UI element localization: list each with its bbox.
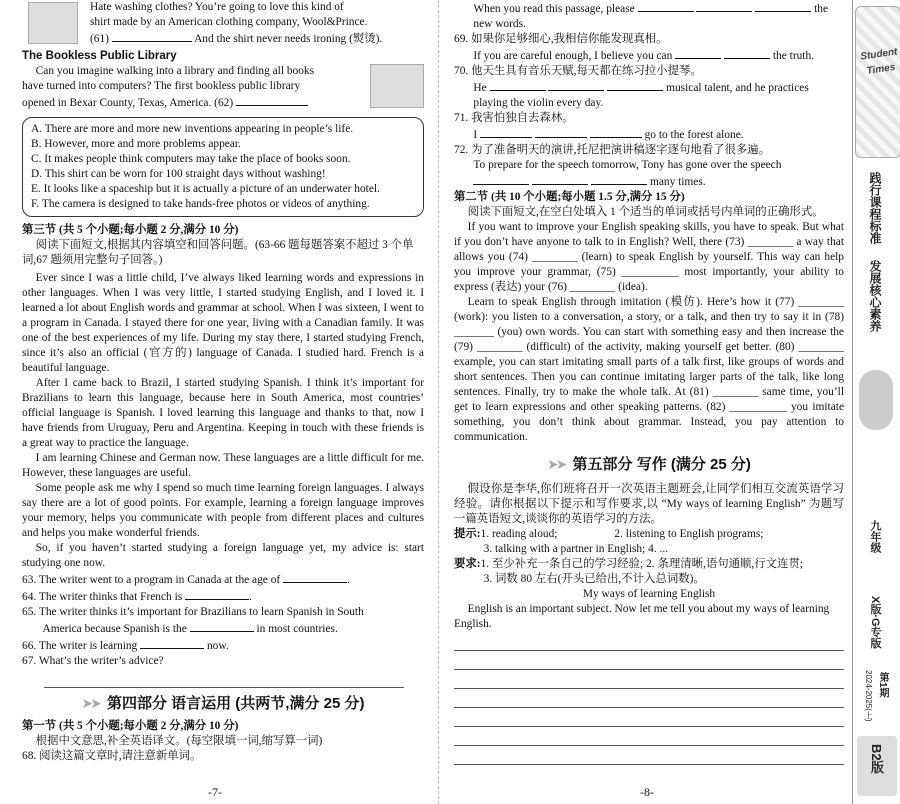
option: E. It looks like a spaceship but it is actually a picture of an underwater hotel. — [31, 183, 380, 195]
answer-blank[interactable] — [532, 173, 588, 185]
answer-blank[interactable] — [675, 47, 721, 59]
chevron-icon: ➤➤ — [547, 456, 565, 472]
sidebar — [852, 0, 900, 804]
edition-label: X版·G专版 — [869, 596, 881, 649]
question: 68. 阅读这篇文章时,请注意新单词。 — [22, 750, 202, 762]
answer-blank[interactable] — [535, 126, 587, 138]
answer-blank[interactable] — [590, 126, 642, 138]
answer-line[interactable] — [44, 669, 404, 688]
option: A. There are more and more new inventions appearing in people’s life. — [31, 123, 354, 135]
text: Can you imagine walking into a library and finding all books — [35, 65, 315, 77]
slogan: 践行课程标准 — [868, 172, 882, 244]
answer-blank[interactable] — [480, 126, 532, 138]
chevron-icon: ➤➤ — [81, 695, 99, 711]
cloze-paragraph: Learn to speak English through imitation (模仿). Here’s how it (77) ________ (work): you listen to a conversation, a story, or a talk, and then try to say it in (78) _______ (you) own words. You can start with something easy and then increase the (79) ________ (difficult) of the activity, making yourself get better. (80) ________ example, you can start imitating small parts of a talk first, like groups of words and short sentences. Then you can continue imitating larger parts of the talk, like long sentences. Finally, try to make the whole talk. At (81) ________ same time, you’ll get to learn expressions and other speaking patterns. (82) __________ you imitate something, you don’t think about grammar. Instead, you pay attention to communication. — [454, 296, 844, 443]
answer-blank[interactable] — [724, 47, 770, 59]
section-title: 第三节 (共 5 个小题;每小题 2 分,满分 10 分) — [22, 224, 239, 236]
part-title: ➤➤ 第五部分 写作 (满分 25 分) — [547, 456, 751, 473]
text: opened in Bexar County, Texas, America. (62) — [22, 97, 234, 109]
option: D. This shirt can be worn for 100 straight days without washing! — [31, 168, 326, 180]
decorative-graphic — [859, 370, 893, 430]
question: 64. The writer thinks that French is . — [22, 588, 424, 605]
left-page — [22, 0, 424, 764]
option: C. It makes people think computers may take the place of books soon. — [31, 153, 351, 165]
question: 67. What’s the writer’s advice? — [22, 655, 164, 667]
slogan: 发展核心素养 — [868, 260, 882, 332]
answer-blank[interactable] — [696, 0, 752, 12]
page-number: -8- — [640, 785, 654, 799]
shirt-block — [22, 0, 424, 47]
option: F. The camera is designed to take hands-free photos or videos of anything. — [31, 198, 370, 210]
label: 要求: — [454, 558, 481, 570]
logo — [855, 6, 900, 158]
text: Hate washing clothes? You’re going to love this kind of — [90, 1, 344, 13]
question: 65. The writer thinks it’s important for Brazilians to learn Spanish in South — [22, 606, 364, 618]
issue-label: 第1期 — [877, 672, 888, 698]
question: 71. 我害怕独自去森林。 — [454, 112, 574, 124]
text: have turned into computers? The first bookless public library — [22, 80, 301, 92]
answer-blank[interactable] — [140, 637, 204, 649]
answer-blank[interactable] — [490, 79, 546, 91]
library-image — [370, 64, 424, 108]
paragraph: After I came back to Brazil, I started studying Spanish. I think it’s important for Brazilians to learn this language, because here in South America, most countries’ official language is Spanish. I loved learning this language and thanks to that, now I have friends from Uruguay, Peru and Argentina. Keeping in touch with these friends is a great way to practice the language. — [22, 377, 424, 449]
question-number: (61) — [90, 33, 109, 45]
instruction: 阅读下面短文,在空白处填入 1 个适当的单词或括号内单词的正确形式。 — [467, 206, 824, 218]
essay-start: English is an important subject. Now let me tell you about my ways of learning English. — [454, 603, 830, 630]
instruction: 假设你是李华,你们班将召开一次英语主题班会,让同学们相互交流英语学习经验。请你根据以下提示和写作要求,以 “My ways of learning English” 为题写一篇英语短文,谈谈你的英语学习的方法。 — [454, 483, 844, 525]
question: 63. The writer went to a program in Canada at the age of . — [22, 571, 424, 588]
paragraph: Ever since I was a little child, I’ve always liked learning words and expressions in other languages. When I was very little, I started studying English, and I loved it. I learned a lot about English words and grammar at school. When I was sixteen, I went to a program in Canada. I stayed there for one year, living with a Canadian family. It was one of the best experiences of my life. During my stay there, I started studying French, since it’s also an official (官方的) language of Canada. I studied hard. French is a beautiful language. — [22, 272, 424, 374]
right-page: When you read this passage, please the new words. 69. 如果你足够细心,我相信你能发现真相。 If you are careful enough, I believe you can the truth. 70. 他天生具有音乐天赋,每天都在练习拉小提琴。 He musical talent, and he practices playing the violin every day. 71. 我害怕独自去森林。 I go to the forest alone. 72. 为了准备明天的演讲,托尼把演讲稿逐字逐句地看了很多遍。 To prepare for the speech tomorrow, Tony has gone over the speech many times. 第二节 (共 10 个小题;每小题 1.5 分,满分 15 分) 阅读下面短文,在空白处填入 1 个适当的单词或括号内单词的正确形式。 If you want to improve your English speaking skills, you have to speak. But what if you don’t have anyone to talk to in English? Well, there (73) ________ a way that allows you (74) ________ (learn) to speak English by yourself. This way can help you improve your grammar, (75) __________ most importantly, your ability to express (表达) your (76) ________ (idea). Learn to speak English through imitation (模仿). Here’s how it (77) ________ (work): you listen to a conversation, a story, or a talk, and then try to say it in (78) _______ (you) own words. You can start with something easy and then increase the (79) ________ (difficult) of the activity, making yourself get better. (80) ________ example, you can start imitating small parts of a talk first, like groups of words and short sentences. Then you can continue imitating larger parts of the talk, like long sentences. Finally, try to make the whole talk. At (81) ________ same time, you’ll get to learn expressions and other speaking patterns. (82) __________ you imitate something, you don’t think about grammar. Instead, you pay attention to communication. ➤➤ 第五部分 写作 (满分 25 分) 假设你是李华,你们班将召开一次英语主题班会,让同学们相互交流英语学习经验。请你根据以下提示和写作要求,以 “My ways of learning English” 为题写一篇英语短文,谈谈你的英语学习的方法。 提示:1. reading aloud; 2. listening to English programs; 3. talking with a partner in English; 4. ... 要求:1. 至少补充一条自己的学习经验; 2. 条理清晰,语句通顺,行文连贯; 3. 词数 80 左右(开头已给出,不计入总词数)。 My ways of learning English English is an important subject. Now let me tell you about my ways of learning English. — [454, 0, 844, 765]
requirement: 1. 至少补充一条自己的学习经验; 2. 条理清晰,语句通顺,行文连贯; — [480, 558, 803, 570]
writing-lines[interactable] — [454, 632, 844, 765]
shirt-image — [28, 2, 78, 44]
question: 72. 为了准备明天的演讲,托尼把演讲稿逐字逐句地看了很多遍。 — [454, 144, 771, 156]
question: 69. 如果你足够细心,我相信你能发现真相。 — [454, 33, 668, 45]
page-divider — [438, 0, 439, 804]
answer-blank[interactable] — [607, 79, 663, 91]
instruction: 阅读下面短文,根据其内容填空和回答问题。(63-66 题每题答案不超过 3 个单词,67 题须用完整句子回答。) — [22, 239, 414, 266]
answer-blank[interactable] — [185, 588, 249, 600]
hint: 1. reading aloud; 2. listening to English programs; — [480, 528, 764, 540]
answer-blank[interactable] — [112, 30, 192, 42]
answer-blank[interactable] — [236, 94, 308, 106]
label: 提示: — [454, 528, 481, 540]
hint: 3. talking with a partner in English; 4. ... — [483, 543, 669, 555]
paragraph: I am learning Chinese and German now. These languages are a little difficult for me. However, these languages are useful. — [22, 452, 424, 479]
section-title: 第一节 (共 5 个小题;每小题 2 分,满分 10 分) — [22, 720, 239, 732]
text: shirt made by an American clothing company, Wool&Prince. — [90, 16, 368, 28]
section-title: 第二节 (共 10 个小题;每小题 1.5 分,满分 15 分) — [454, 191, 685, 203]
logo-text: Student Times — [859, 46, 899, 77]
essay-title: My ways of learning English — [582, 588, 716, 600]
instruction: 根据中文意思,补全英语译文。(每空限填一词,缩写算一词) — [35, 735, 323, 747]
paragraph: So, if you haven’t started studying a foreign language yet, my advice is: start studying one now. — [22, 542, 424, 569]
text: playing the violin every day. — [473, 97, 604, 109]
answer-blank[interactable] — [755, 0, 811, 12]
question: 70. 他天生具有音乐天赋,每天都在练习拉小提琴。 — [454, 65, 702, 77]
answer-blank[interactable] — [548, 79, 604, 91]
year-label: 2024-2025(上) — [864, 670, 873, 722]
text: new words. — [473, 18, 526, 30]
edition-badge: B2版 — [857, 736, 897, 796]
question: America because Spanish is the in most countries. — [22, 620, 424, 637]
text: To prepare for the speech tomorrow, Tony has gone over the speech — [473, 159, 782, 171]
requirement: 3. 词数 80 左右(开头已给出,不计入总词数)。 — [483, 573, 705, 585]
grade-label: 九年级 — [869, 520, 881, 553]
answer-blank[interactable] — [638, 0, 694, 12]
question: 66. The writer is learning now. — [22, 637, 424, 654]
answer-blank[interactable] — [473, 173, 529, 185]
answer-blank[interactable] — [283, 571, 347, 583]
part-title: ➤➤ 第四部分 语言运用 (共两节,满分 25 分) — [81, 695, 365, 712]
section-heading: The Bookless Public Library — [22, 50, 177, 62]
answer-blank[interactable] — [190, 620, 254, 632]
options-box — [22, 117, 424, 217]
option: B. However, more and more problems appear. — [31, 138, 241, 150]
page-number: -7- — [208, 785, 222, 799]
cloze-paragraph: If you want to improve your English speaking skills, you have to speak. But what if you don’t have anyone to talk to in English? Well, there (73) ________ a way that allows you (74) ________ (learn) to speak English by yourself. This way can help you improve your grammar, (75) __________ most importantly, your ability to express (表达) your (76) ________ (idea). — [454, 221, 844, 293]
paragraph: Some people ask me why I spend so much time learning foreign languages. I always say there are a lot of good points. For example, learning a foreign language improves your memory, helps you communicate with people from different places and cultures and helps you make wonderful friends. — [22, 482, 424, 539]
text: And the shirt never needs ironing (熨烫). — [194, 33, 383, 45]
answer-blank[interactable] — [591, 173, 647, 185]
